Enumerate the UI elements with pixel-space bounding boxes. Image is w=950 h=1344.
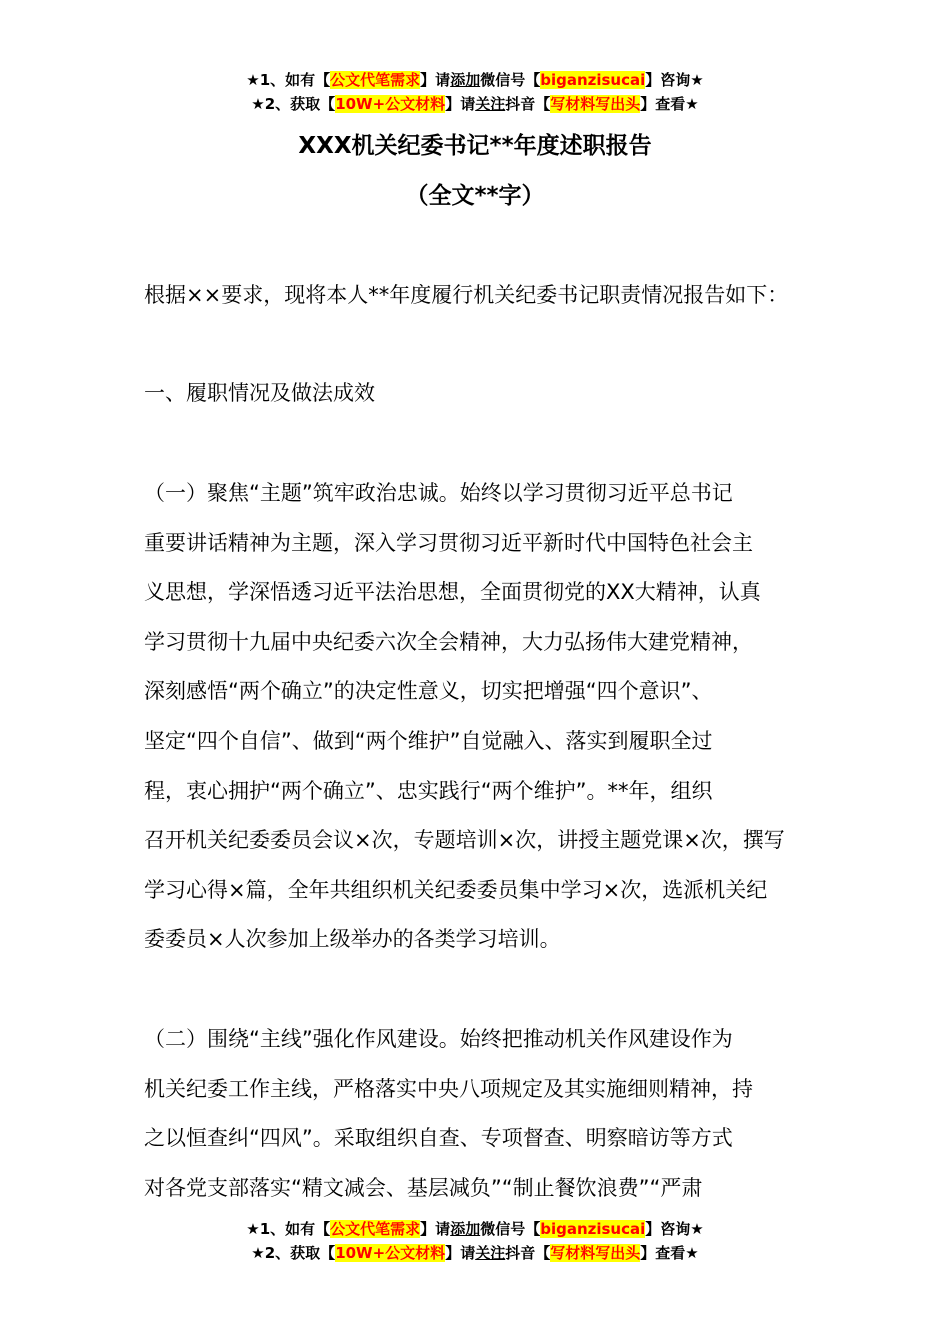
paragraph-line: 之以恒查纠“四风”。采取组织自查、专项督查、明察暗访等方式 [144,1126,733,1151]
top-promo-banner [0,68,950,116]
document-title: XXX机关纪委书记**年度述职报告 [298,133,652,159]
promo-text: 】咨询★ [645,1220,704,1238]
intro-paragraph: 根据××要求，现将本人**年度履行机关纪委书记职责情况报告如下： [144,283,789,307]
paragraph-line: 重要讲话精神为主题，深入学习贯彻习近平新时代中国特色社会主 [144,530,753,555]
promo-text: 】查看★ [640,95,699,113]
paragraph-line: （二）围绕“主线”强化作风建设。始终把推动机关作风建设作为 [144,1027,733,1051]
promo-text: ★2、获取【 [251,95,336,113]
promo-text: ★1、如有【 [246,1220,331,1238]
paragraph-line: 学习贯彻十九届中央纪委六次全会精神，大力弘扬伟大建党精神， [144,629,753,654]
promo-underline: 添加 [450,1220,481,1238]
promo-text: 】请 [420,1220,451,1238]
promo-text: 微信号【 [480,71,541,89]
paragraph-line: 机关纪委工作主线，严格落实中央八项规定及其实施细则精神，持 [144,1076,753,1101]
promo-highlight: 10W+公文材料 [335,1244,446,1262]
promo-underline: 关注 [475,95,506,113]
promo-text: 】请 [445,1244,476,1262]
promo-text: 】请 [420,71,451,89]
paragraph-line: 对各党支部落实“精文减会、基层减负”“制止餐饮浪费”“严肃 [144,1175,703,1200]
promo-highlight: 10W+公文材料 [335,95,446,113]
promo-line-1 [0,68,950,92]
paragraph-line: 深刻感悟“两个确立”的决定性意义，切实把增强“四个意识”、 [144,679,713,704]
promo-text: 微信号【 [480,1220,541,1238]
paragraph-line: 召开机关纪委委员会议×次，专题培训×次，讲授主题党课×次，撰写 [144,828,785,853]
promo-text: ★1、如有【 [246,71,331,89]
promo-line-1 [0,1217,950,1241]
paragraph-2 [144,1015,806,1213]
promo-text: 抖音【 [505,95,551,113]
paragraph-line: 义思想，学深悟透习近平法治思想，全面贯彻党的XX大精神，认真 [144,580,761,605]
promo-text: 】请 [445,95,476,113]
promo-line-2 [0,92,950,116]
promo-text: 】查看★ [640,1244,699,1262]
paragraph-1 [144,469,806,965]
paragraph-line: 坚定“四个自信”、做到“两个维护”自觉融入、落实到履职全过 [144,728,713,753]
paragraph-line: 委委员×人次参加上级举办的各类学习培训。 [144,927,561,952]
promo-highlight: 公文代笔需求 [330,71,421,89]
promo-highlight: 公文代笔需求 [330,1220,421,1238]
wechat-id-highlight: biganzisucai [540,1220,646,1238]
douyin-id-highlight: 写材料写出头 [550,1244,641,1262]
paragraph-line: 程，衷心拥护“两个确立”、忠实践行“两个维护”。**年，组织 [144,778,713,803]
wechat-id-highlight: biganzisucai [540,71,646,89]
promo-text: ★2、获取【 [251,1244,336,1262]
section-heading: 一、履职情况及做法成效 [144,381,375,405]
douyin-id-highlight: 写材料写出头 [550,95,641,113]
promo-underline: 关注 [475,1244,506,1262]
paragraph-line: 学习心得×篇，全年共组织机关纪委委员集中学习×次，选派机关纪 [144,877,768,902]
paragraph-line: （一）聚焦“主题”筑牢政治忠诚。始终以学习贯彻习近平总书记 [144,481,733,505]
promo-line-2 [0,1241,950,1265]
bottom-promo-banner [0,1217,950,1265]
promo-text: 】咨询★ [645,71,704,89]
document-subtitle: （全文**字） [405,183,545,209]
promo-text: 抖音【 [505,1244,551,1262]
promo-underline: 添加 [450,71,481,89]
